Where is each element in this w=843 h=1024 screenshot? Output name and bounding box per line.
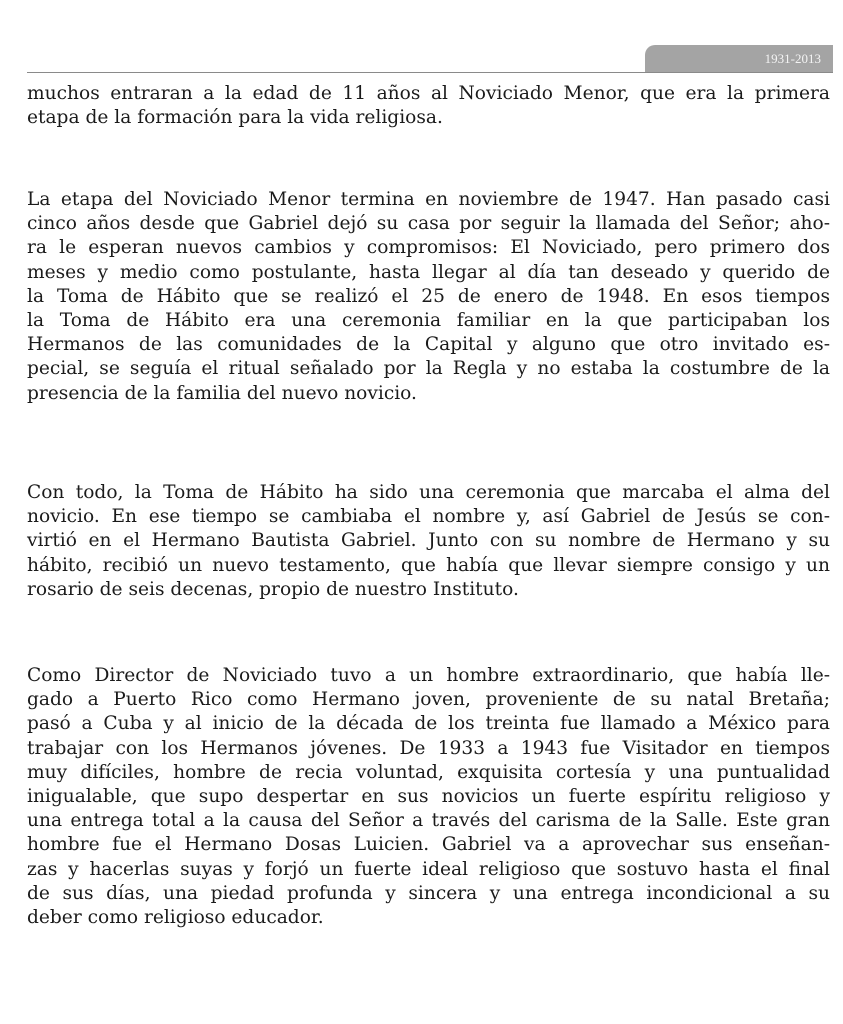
text-line: trabajar con los Hermanos jóvenes. De 1933 a 1943 fue Visitador en tiempos [27, 737, 830, 759]
text-line: virtió en el Hermano Bautista Gabriel. Junto con su nombre de Hermano y su [27, 530, 830, 552]
text-line: presencia de la familia del nuevo novicio. [27, 382, 417, 404]
text-line: la Toma de Hábito que se realizó el 25 de enero de 1948. En esos tiempos [27, 285, 830, 307]
text-line: muy difíciles, hombre de recia voluntad, exquisita cortesía y una puntualidad [27, 761, 830, 783]
text-line: rosario de seis decenas, propio de nuestro Instituto. [27, 578, 519, 600]
header-rule [27, 72, 833, 73]
paragraph-2 [27, 188, 830, 406]
paragraph-1 [27, 82, 830, 130]
text-line: novicio. En ese tiempo se cambiaba el nombre y, así Gabriel de Jesús se con- [27, 506, 830, 528]
text-line: cinco años desde que Gabriel dejó su casa por seguir la llamada del Señor; aho- [27, 213, 830, 235]
paragraph-4 [27, 664, 830, 930]
text-line: hábito, recibió un nuevo testamento, que había que llevar siempre consigo y un [27, 554, 830, 576]
text-line: pasó a Cuba y al inicio de la década de los treinta fue llamado a México para [27, 713, 830, 735]
text-line: hombre fue el Hermano Dosas Luicien. Gabriel va a aprovechar sus enseñan- [27, 834, 830, 856]
text-line: gado a Puerto Rico como Hermano joven, proveniente de su natal Bretaña; [27, 689, 830, 711]
text-line: zas y hacerlas suyas y forjó un fuerte ideal religioso que sostuvo hasta el final [27, 858, 830, 880]
text-line: etapa de la formación para la vida religiosa. [27, 107, 443, 129]
text-line: de sus días, una piedad profunda y sincera y una entrega incondicional a su [27, 882, 830, 904]
text-line: Como Director de Noviciado tuvo a un hombre extraordinario, que había lle- [27, 665, 830, 686]
text-line: la Toma de Hábito era una ceremonia familiar en la que participaban los [27, 310, 830, 332]
text-line: deber como religioso educador. [27, 907, 324, 929]
text-line: Con todo, la Toma de Hábito ha sido una ceremonia que marcaba el alma del [27, 482, 830, 503]
year-range-tab [645, 45, 833, 72]
text-line: La etapa del Noviciado Menor termina en noviembre de 1947. Han pasado casi [27, 189, 830, 210]
text-line: una entrega total a la causa del Señor a través del carisma de la Salle. Este gran [27, 810, 830, 832]
text-line: ra le esperan nuevos cambios y compromisos: El Noviciado, pero primero dos [27, 237, 830, 259]
paragraph-3 [27, 481, 830, 602]
text-line: pecial, se seguía el ritual señalado por la Regla y no estaba la costumbre de la [27, 358, 830, 380]
text-line: Hermanos de las comunidades de la Capital y alguno que otro invitado es- [27, 334, 830, 356]
text-line: meses y medio como postulante, hasta llegar al día tan deseado y querido de [27, 261, 830, 283]
text-line: muchos entraran a la edad de 11 años al Noviciado Menor, que era la primera [27, 83, 830, 104]
text-line: inigualable, que supo despertar en sus novicios un fuerte espíritu religioso y [27, 786, 830, 808]
year-range-label: 1931-2013 [764, 51, 821, 66]
